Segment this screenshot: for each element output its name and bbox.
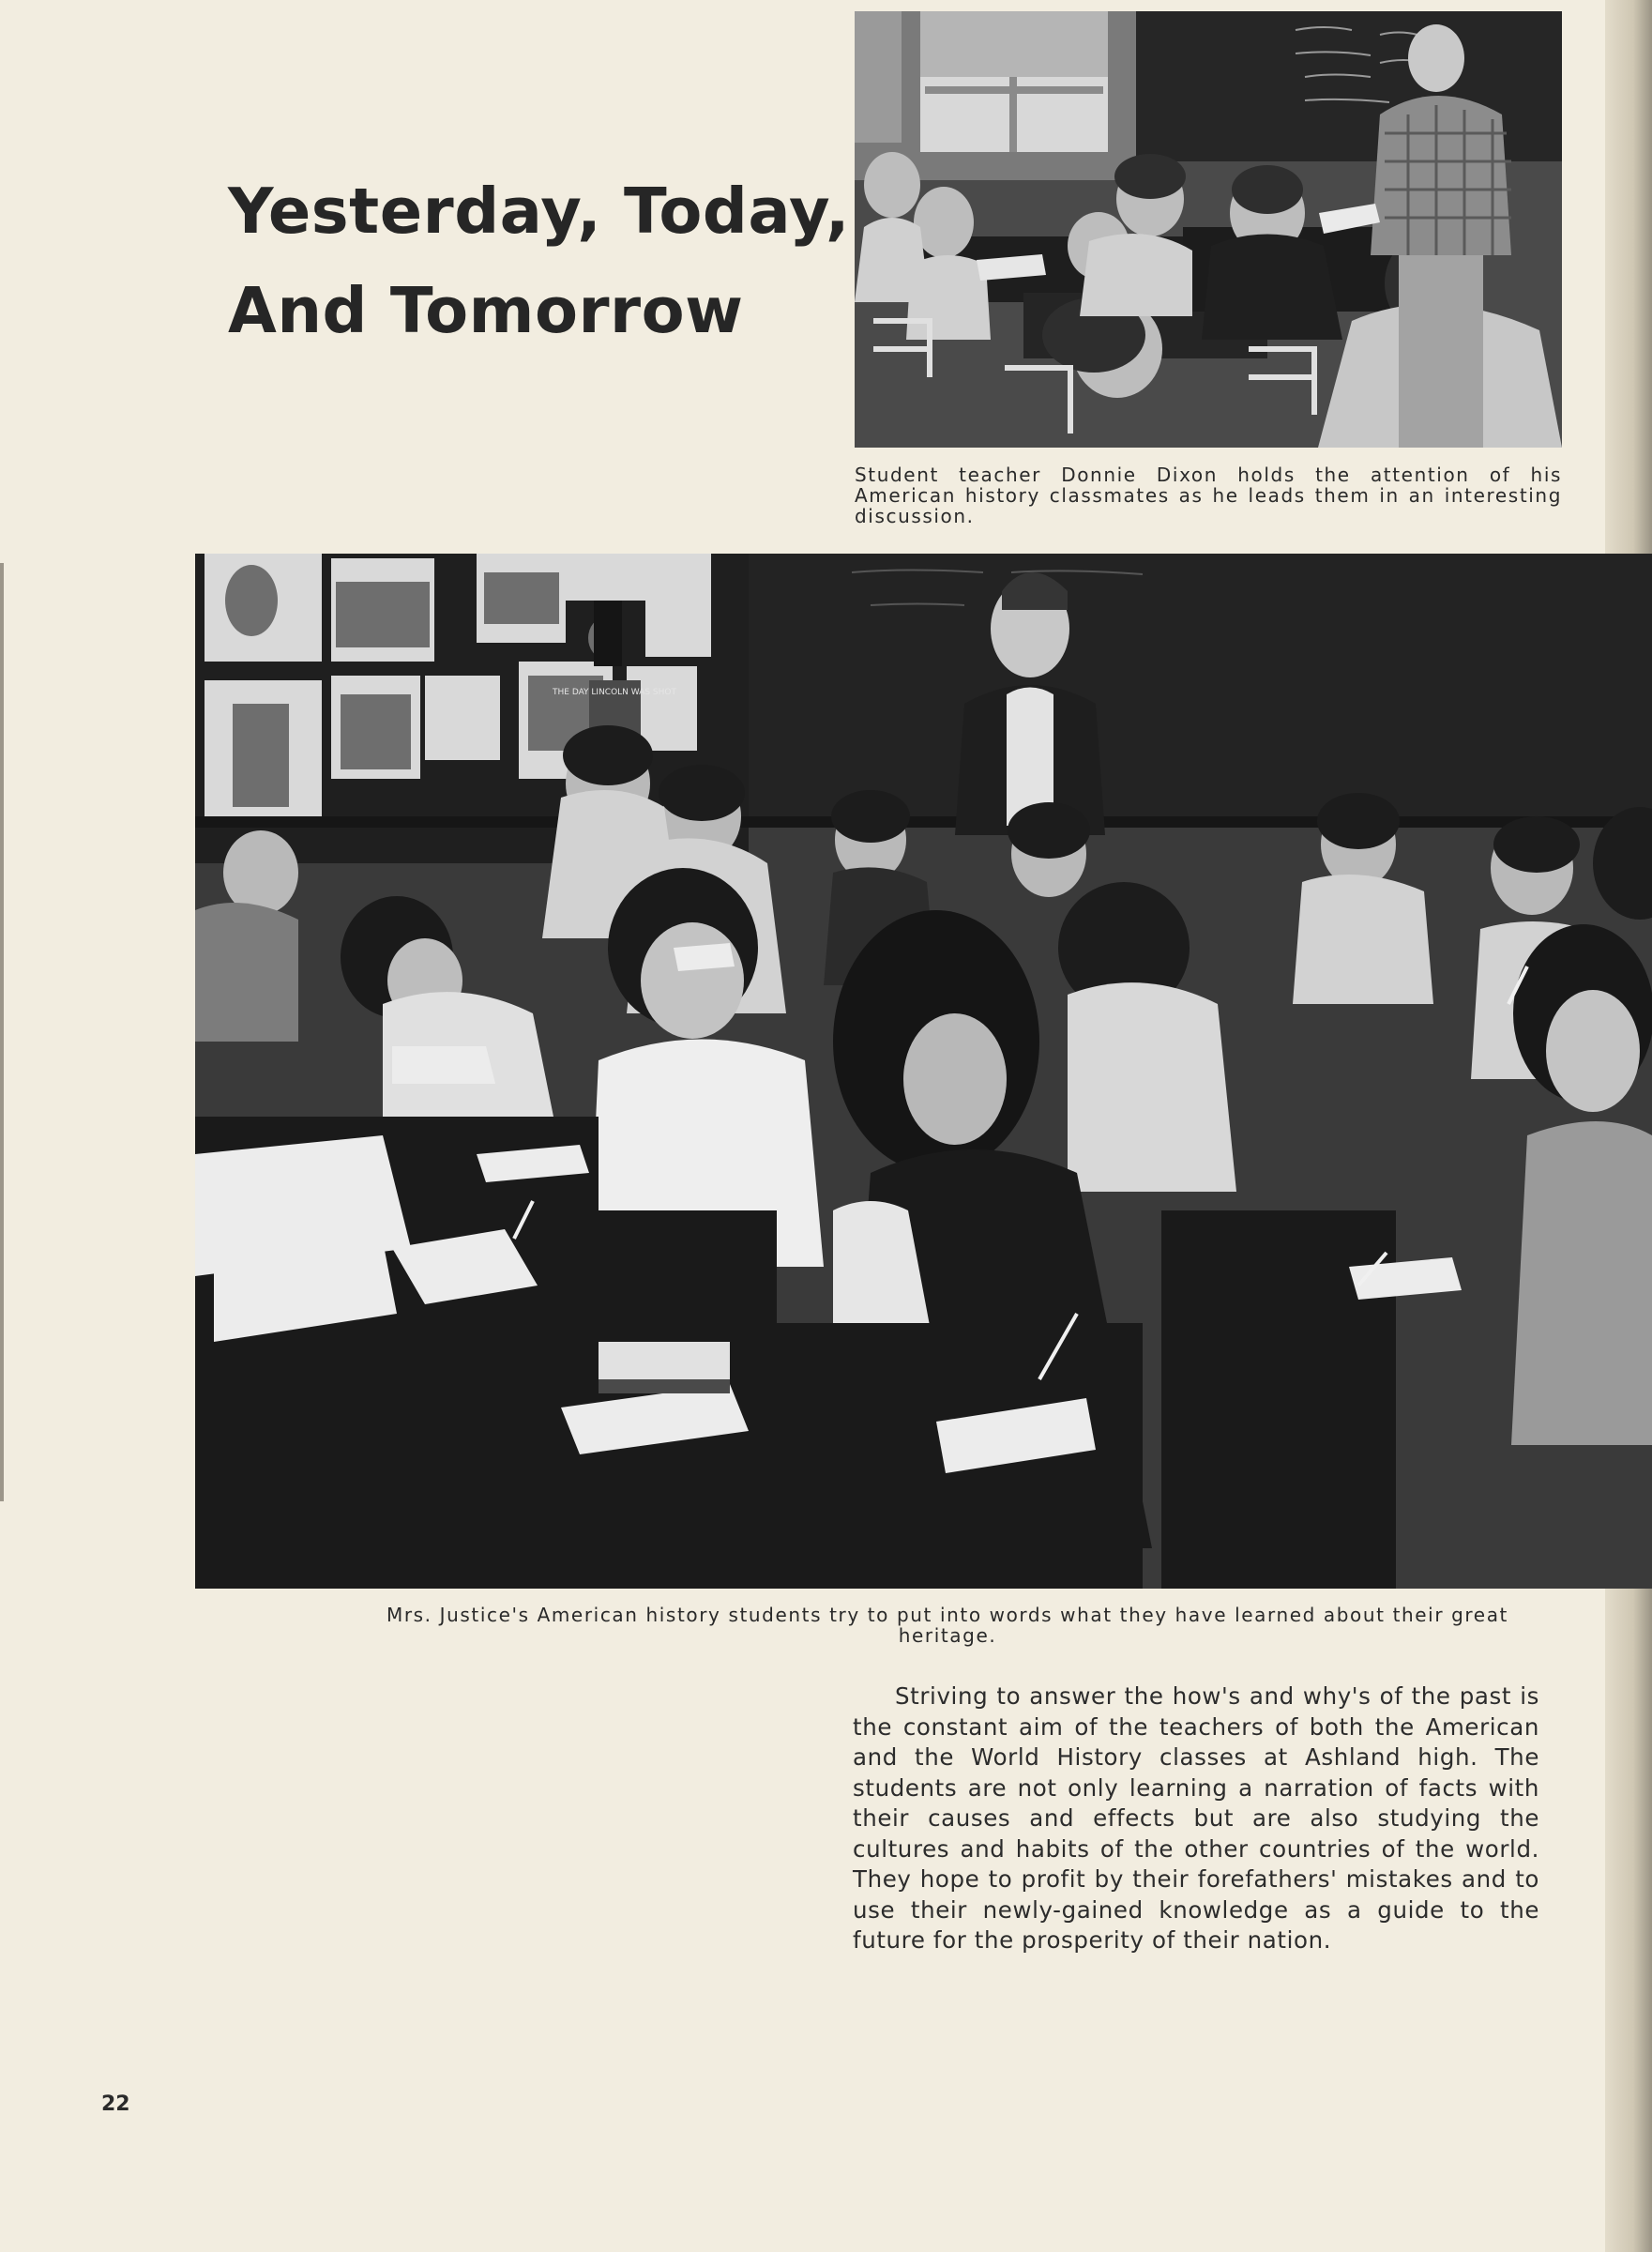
- photo-student-teacher-image: [855, 11, 1562, 448]
- caption-history-class: Mrs. Justice's American history students try to put into words what they have learned about their great heritage.: [386, 1604, 1509, 1647]
- page-left-edge: [0, 563, 4, 1501]
- title-line-1: Yesterday, Today,: [228, 175, 850, 248]
- title-line-2: And Tomorrow: [228, 274, 744, 347]
- photo-student-teacher: [855, 11, 1562, 448]
- body-paragraph-text: Striving to answer the how's and why's of the past is the constant aim of the teachers of both the American and the World History classes at Ashland high. The students are not only learning a narration of facts with their causes and effects but are also studying the cultures and habits of the other countries of the world. They hope to profit by their forefathers' mistakes and to use their newly-gained knowledge as a guide to the future for the prosperity of their nation.: [853, 1682, 1539, 1954]
- caption-student-teacher: Student teacher Donnie Dixon holds the attention of his American history classmates as he leads them in an interesting discussion.: [855, 464, 1562, 527]
- poster-lincoln-text: THE DAY LINCOLN WAS SHOT: [553, 688, 676, 697]
- photo-history-class-image: [195, 554, 1652, 1589]
- photo-history-class: [195, 554, 1652, 1589]
- body-paragraph: [853, 1681, 1539, 1956]
- page-number: 22: [101, 2092, 130, 2116]
- page-title: [228, 161, 850, 360]
